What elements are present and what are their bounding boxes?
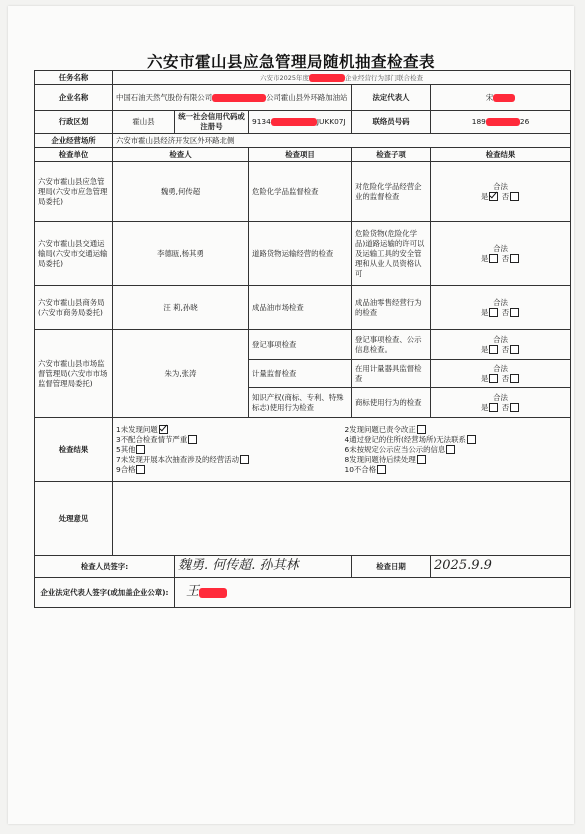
option-checkbox[interactable]: [417, 455, 426, 464]
table-row: [35, 162, 571, 222]
address-label: 企业经营场所: [35, 134, 113, 148]
item-cell: 危险化学品监督检查: [249, 162, 352, 222]
redaction-mark: [212, 94, 266, 102]
option-checkbox[interactable]: [467, 435, 476, 444]
inspector-cell: 汪 莉,孙晓: [113, 286, 249, 330]
task-value: 六安市2025年度 企业经营行为部门联合检查: [113, 71, 571, 85]
inspector-signature[interactable]: 魏勇. 何传超. 孙其林: [175, 556, 352, 578]
inspection-form-sheet: [8, 6, 574, 824]
content-cell: 成品油零售经营行为的检查: [352, 286, 431, 330]
yes-checkbox[interactable]: [489, 403, 498, 412]
redaction-mark: [271, 118, 317, 126]
option-checkbox[interactable]: [188, 435, 197, 444]
result-option: 1未发现问题: [116, 425, 339, 435]
legal-rep-label: 法定代表人: [352, 85, 431, 111]
credit-code-value: 9134 JUKK07J: [249, 111, 352, 134]
address-value: 六安市霍山县经济开发区外环路北侧: [113, 134, 571, 148]
header-unit: 检查单位: [35, 148, 113, 162]
rep-signature[interactable]: 王: [175, 578, 571, 608]
no-checkbox[interactable]: [510, 403, 519, 412]
no-checkbox[interactable]: [510, 374, 519, 383]
yes-checkbox[interactable]: [489, 374, 498, 383]
form-title: 六安市霍山县应急管理局随机抽查检查表: [146, 53, 435, 71]
result-cell: 合法 是 否: [431, 388, 571, 418]
unit-cell: 六安市霍山县商务局(六安市商务局委托): [35, 286, 113, 330]
unit-cell: 六安市霍山县市场监督管理局(六安市市场监督管理局委托): [35, 330, 113, 418]
item-cell: 计量监督检查: [249, 360, 352, 388]
results-label: 检查结果: [35, 418, 113, 482]
result-cell: 合法 是 否: [431, 222, 571, 286]
opinion-label: 处理意见: [35, 482, 113, 556]
header-result: 检查结果: [431, 148, 571, 162]
enterprise-label: 企业名称: [35, 85, 113, 111]
option-checkbox[interactable]: [136, 445, 145, 454]
result-cell: 合法 是 否: [431, 286, 571, 330]
redaction-mark: [486, 118, 520, 126]
option-checkbox[interactable]: [240, 455, 249, 464]
region-label: 行政区划: [35, 111, 113, 134]
header-inspector: 检查人: [113, 148, 249, 162]
table-row: [35, 330, 571, 360]
rep-sign-label: 企业法定代表人签字(或加盖企业公章):: [35, 578, 175, 608]
item-cell: 成品油市场检查: [249, 286, 352, 330]
no-checkbox[interactable]: [510, 254, 519, 263]
result-option: 3不配合检查情节严重: [116, 435, 339, 445]
result-option: 7未发现开展本次抽查涉及的经营活动: [116, 455, 339, 465]
option-checkbox[interactable]: [446, 445, 455, 454]
item-cell: 登记事项检查: [249, 330, 352, 360]
inspector-cell: 魏勇,何传超: [113, 162, 249, 222]
option-checkbox[interactable]: [377, 465, 386, 474]
result-option: 5其他: [116, 445, 339, 455]
date-label: 检查日期: [352, 556, 431, 578]
redaction-mark: [493, 94, 515, 102]
item-cell: 道路货物运输经营的检查: [249, 222, 352, 286]
content-cell: 商标使用行为的检查: [352, 388, 431, 418]
yes-checkbox[interactable]: [489, 345, 498, 354]
region-value: 霍山县: [113, 111, 175, 134]
result-option: 2发现问题已责令改正: [345, 425, 568, 435]
content-cell: 对危险化学品经营企业的监督检查: [352, 162, 431, 222]
table-row: [35, 286, 571, 330]
redaction-mark: [309, 74, 345, 82]
yes-checkbox[interactable]: [489, 254, 498, 263]
content-cell: 在用计量器具监督检查: [352, 360, 431, 388]
header-content: 检查子项: [352, 148, 431, 162]
no-checkbox[interactable]: [510, 192, 519, 201]
results-options: [113, 418, 571, 482]
date-value[interactable]: 2025.9.9: [431, 556, 571, 578]
opinion-field[interactable]: [113, 482, 571, 556]
credit-code-label: 统一社会信用代码或注册号: [175, 111, 249, 134]
phone-label: 联络员号码: [352, 111, 431, 134]
legal-rep-value: 宋: [431, 85, 571, 111]
no-checkbox[interactable]: [510, 345, 519, 354]
result-option: 8发现问题待后续处理: [345, 455, 568, 465]
result-option: 4通过登记的住所(经营场所)无法联系: [345, 435, 568, 445]
yes-checkbox[interactable]: [489, 308, 498, 317]
option-checkbox[interactable]: [136, 465, 145, 474]
content-cell: 登记事项检查、公示信息检查。: [352, 330, 431, 360]
content-cell: 危险货物(危险化学品)道路运输的许可以及运输工具的安全管理和从业人员资格认可: [352, 222, 431, 286]
result-option: 9合格: [116, 465, 339, 475]
result-cell: 合法 是 否: [431, 330, 571, 360]
inspector-sign-label: 检查人员签字:: [35, 556, 175, 578]
task-label: 任务名称: [35, 71, 113, 85]
yes-checkbox[interactable]: [489, 192, 498, 201]
result-cell: 合法 是 否: [431, 162, 571, 222]
inspector-cell: 朱为,张涛: [113, 330, 249, 418]
result-option: 6未按规定公示应当公示的信息: [345, 445, 568, 455]
enterprise-value: 中国石油天然气股份有限公司 公司霍山县外环路加油站: [113, 85, 352, 111]
result-option: 10不合格: [345, 465, 568, 475]
no-checkbox[interactable]: [510, 308, 519, 317]
result-cell: 合法 是 否: [431, 360, 571, 388]
phone-value: 189 26: [431, 111, 571, 134]
item-cell: 知识产权(商标、专利、特殊标志)使用行为检查: [249, 388, 352, 418]
header-item: 检查项目: [249, 148, 352, 162]
inspector-cell: 李德瓯,杨其勇: [113, 222, 249, 286]
option-checkbox[interactable]: [159, 425, 168, 434]
unit-cell: 六安市霍山县交通运输局(六安市交通运输局委托): [35, 222, 113, 286]
redaction-mark: [199, 588, 227, 598]
inspection-table: [34, 70, 571, 608]
unit-cell: 六安市霍山县应急管理局(六安市应急管理局委托): [35, 162, 113, 222]
option-checkbox[interactable]: [417, 425, 426, 434]
table-row: [35, 222, 571, 286]
